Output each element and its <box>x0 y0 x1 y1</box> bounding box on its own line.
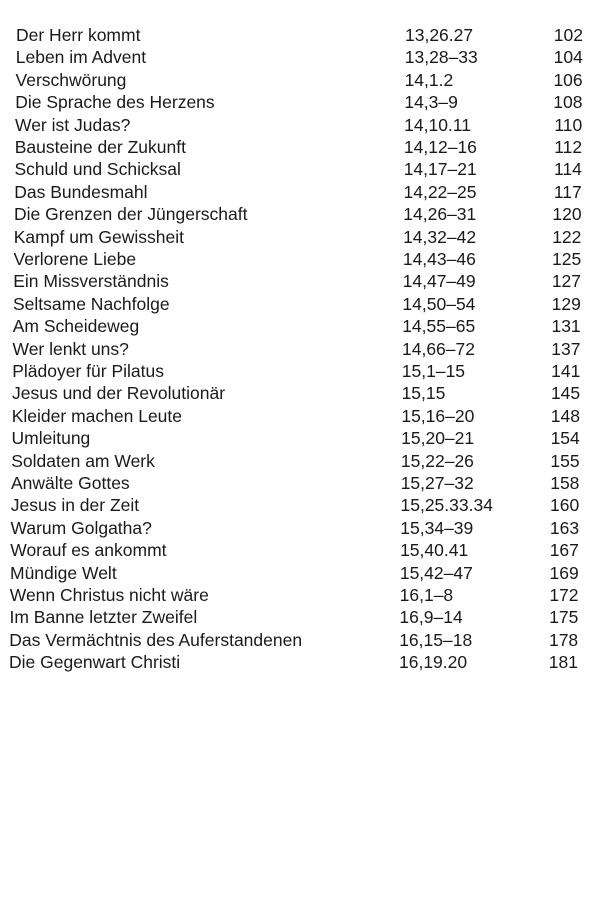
toc-entry-reference: 15,40.41 <box>400 540 469 561</box>
toc-entry <box>0 651 601 673</box>
toc-entry-reference: 14,43–46 <box>402 249 476 269</box>
toc-entry-reference: 14,1.2 <box>404 69 454 90</box>
toc-entry-page-number: 127 <box>551 271 582 292</box>
toc-entry <box>0 136 601 158</box>
toc-entry-reference: 14,17–21 <box>403 159 477 180</box>
toc-entry-page-number: 129 <box>551 293 581 314</box>
toc-entry-page-number: 155 <box>550 450 580 471</box>
toc-entry-page-number: 122 <box>552 226 582 247</box>
toc-entry-reference: 15,22–26 <box>400 450 474 471</box>
toc-entry <box>0 427 601 449</box>
toc-entry-reference: 15,27–32 <box>400 473 474 493</box>
toc-entry <box>0 450 601 472</box>
toc-entry-title: Anwälte Gottes <box>11 473 130 493</box>
toc-entry-title: Kampf um Gewissheit <box>13 226 184 247</box>
toc-entry-title: Die Grenzen der Jüngerschaft <box>14 204 248 225</box>
toc-entry-title: Die Gegenwart Christi <box>9 652 181 673</box>
toc-entry-reference: 13,28–33 <box>404 47 478 68</box>
toc-entry <box>0 315 601 337</box>
toc-entry <box>0 158 601 180</box>
toc-entry-reference: 15,34–39 <box>400 517 474 538</box>
toc-entry-reference: 13,26.27 <box>405 25 474 45</box>
toc-entry-page-number: 125 <box>552 249 582 269</box>
toc-entry <box>0 226 601 248</box>
toc-entry-page-number: 114 <box>554 159 582 180</box>
toc-entry <box>0 293 601 315</box>
toc-entry-page-number: 158 <box>550 473 580 493</box>
toc-entry-page-number: 137 <box>551 338 581 359</box>
toc-entry-title: Im Banne letzter Zweifel <box>9 607 198 628</box>
toc-entry-reference: 14,3–9 <box>404 92 458 113</box>
toc-entry-reference: 14,50–54 <box>402 293 476 314</box>
toc-entry-reference: 14,47–49 <box>402 271 476 292</box>
toc-entry-title: Verschwörung <box>15 69 127 90</box>
toc-entry-title: Wenn Christus nicht wäre <box>9 585 209 605</box>
toc-entry-reference: 15,16–20 <box>401 405 475 426</box>
toc-entry-reference: 15,1–15 <box>401 361 466 381</box>
toc-entry <box>0 91 601 113</box>
toc-entry-title: Der Herr kommt <box>16 25 141 45</box>
toc-entry-title: Worauf es ankommt <box>10 540 167 561</box>
toc-entry-title: Am Scheideweg <box>12 316 140 337</box>
toc-entry-page-number: 120 <box>552 204 582 225</box>
toc-entry-title: Schuld und Schicksal <box>14 159 181 180</box>
toc-entry-title: Wer lenkt uns? <box>12 338 129 359</box>
toc-entry-page-number: 108 <box>553 92 583 113</box>
toc-entry-title: Plädoyer für Pilatus <box>12 361 164 381</box>
toc-entry <box>0 24 601 46</box>
toc-entry-title: Seltsame Nachfolge <box>13 293 170 314</box>
toc-entry-title: Mündige Welt <box>10 562 117 583</box>
toc-entry-reference: 15,15 <box>401 383 446 404</box>
toc-entry-page-number: 110 <box>554 114 583 135</box>
toc-entry-title: Das Vermächtnis des Auferstandenen <box>9 629 303 650</box>
toc-entry <box>0 69 601 91</box>
toc-entry-reference: 15,25.33.34 <box>400 495 493 516</box>
toc-entry-title: Verlorene Liebe <box>13 249 137 269</box>
toc-entry <box>0 270 601 292</box>
toc-entry-title: Das Bundesmahl <box>14 181 148 202</box>
toc-entry-title: Leben im Advent <box>15 47 147 68</box>
toc-entry <box>0 382 601 404</box>
toc-entry-title: Kleider machen Leute <box>11 405 182 426</box>
toc-entry-reference: 16,15–18 <box>399 629 473 650</box>
toc-entry-page-number: 104 <box>553 47 583 68</box>
toc-entry-page-number: 102 <box>553 25 583 45</box>
toc-entry <box>0 203 601 225</box>
toc-entry-page-number: 117 <box>553 181 582 202</box>
toc-entry-page-number: 131 <box>551 316 581 337</box>
toc-entry-reference: 14,26–31 <box>403 204 477 225</box>
toc-entry-page-number: 178 <box>548 629 579 650</box>
toc-entry <box>0 584 601 606</box>
toc-entry <box>0 494 601 516</box>
toc-entry-page-number: 160 <box>550 495 580 516</box>
toc-entry-reference: 14,12–16 <box>403 137 477 157</box>
toc-entry-reference: 14,66–72 <box>402 338 475 359</box>
toc-entry-title: Soldaten am Werk <box>11 450 155 471</box>
toc-entry-page-number: 172 <box>549 585 579 605</box>
toc-entry-page-number: 169 <box>549 562 579 583</box>
toc-entry <box>0 405 601 427</box>
toc-entry <box>0 629 601 651</box>
toc-entry-reference: 14,22–25 <box>403 181 477 202</box>
toc-entry-page-number: 112 <box>554 137 583 157</box>
toc-entry-title: Die Sprache des Herzens <box>15 92 215 113</box>
toc-entry-reference: 16,9–14 <box>399 607 463 628</box>
toc-entry-title: Bausteine der Zukunft <box>14 137 186 157</box>
toc-entry-title: Wer ist Judas? <box>15 114 131 135</box>
toc-entry-reference: 16,19.20 <box>399 652 468 673</box>
toc-entry <box>0 181 601 203</box>
toc-entry <box>0 562 601 584</box>
toc-entry-page-number: 163 <box>549 517 580 538</box>
toc-entry-page-number: 154 <box>550 428 580 449</box>
toc-entry <box>0 338 601 360</box>
toc-entry-title: Umleitung <box>11 428 91 449</box>
toc-entry-page-number: 106 <box>553 69 583 90</box>
toc-entry-reference: 14,10.11 <box>404 114 471 135</box>
toc-entry <box>0 114 601 136</box>
toc-entry <box>0 606 601 628</box>
toc-entry-page-number: 181 <box>548 652 578 673</box>
toc-entry-title: Warum Golgatha? <box>10 517 152 538</box>
toc-entry-title: Ein Missverständnis <box>13 271 169 292</box>
toc-entry-reference: 15,20–21 <box>401 428 475 449</box>
toc-entry-reference: 16,1–8 <box>399 585 454 605</box>
toc-entry-reference: 14,32–42 <box>403 226 477 247</box>
toc-entry <box>0 248 601 270</box>
toc-entry-reference: 15,42–47 <box>399 562 473 583</box>
toc-entry <box>0 517 601 539</box>
toc-entry <box>0 539 601 561</box>
toc-entry <box>0 360 601 382</box>
toc-entry-title: Jesus in der Zeit <box>10 495 140 516</box>
toc-entry-reference: 14,55–65 <box>402 316 476 337</box>
toc-entry-page-number: 141 <box>551 361 581 381</box>
toc-entry-page-number: 175 <box>549 607 579 628</box>
toc-entry-page-number: 145 <box>550 383 581 404</box>
toc-entry-page-number: 148 <box>550 405 580 426</box>
toc-entry <box>0 46 601 68</box>
toc-entry <box>0 472 601 494</box>
toc-entry-page-number: 167 <box>549 540 579 561</box>
toc-entry-title: Jesus und der Revolutionär <box>12 383 226 404</box>
